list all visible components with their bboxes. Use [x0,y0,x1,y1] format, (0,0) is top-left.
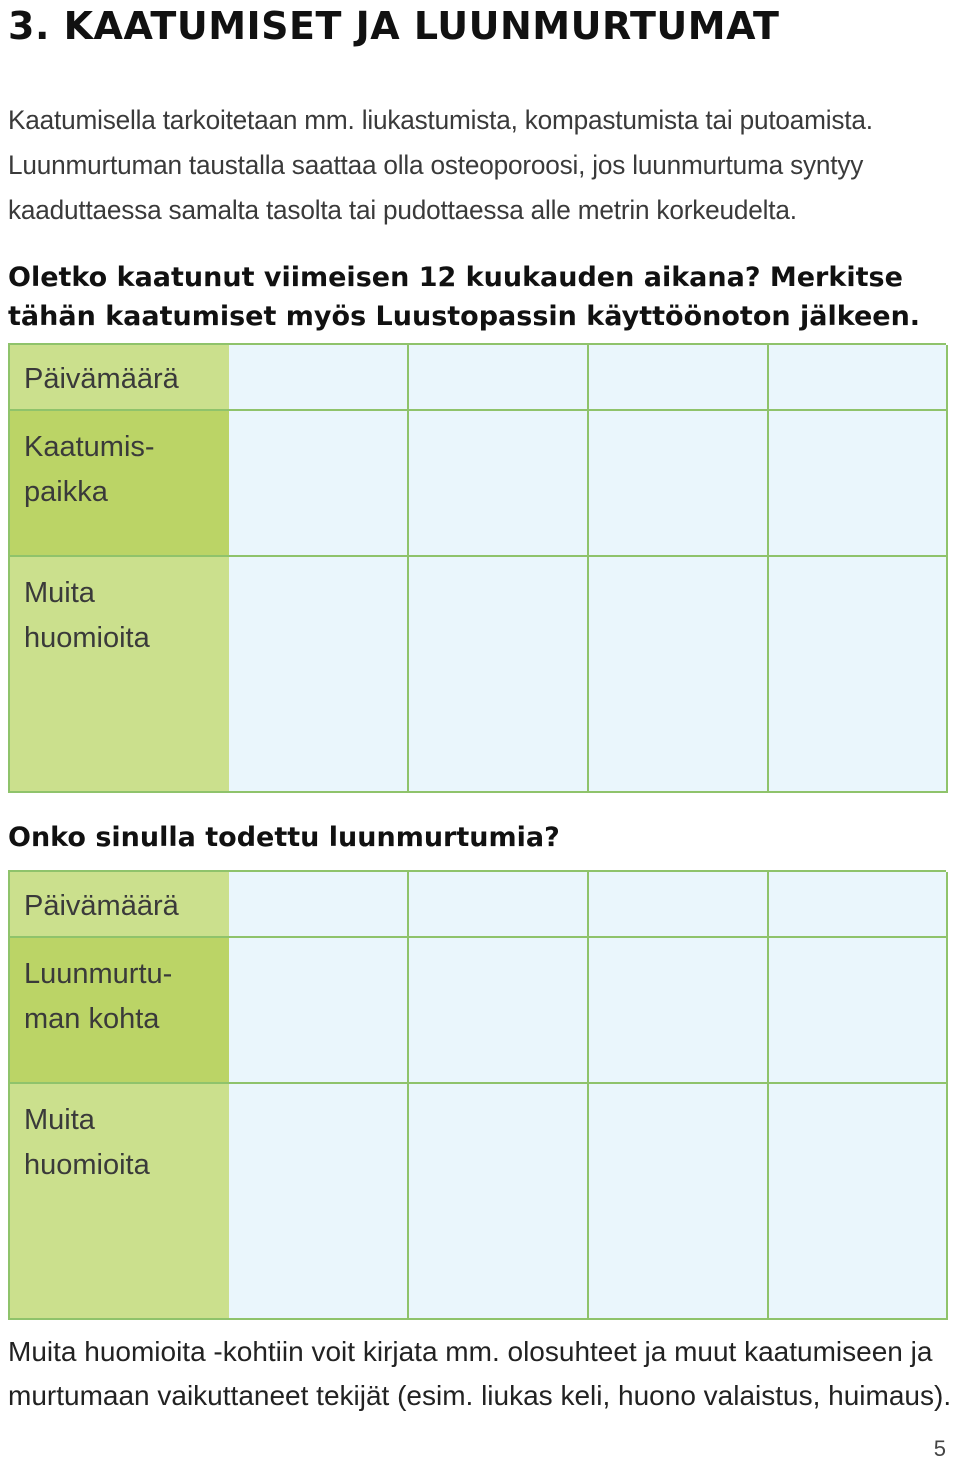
falls-date-cell-2[interactable] [409,345,589,411]
falls-notes-cell-2[interactable] [409,557,589,793]
falls-place-cell-2[interactable] [409,411,589,557]
fractures-site-cell-4[interactable] [769,938,948,1084]
intro-paragraph: Kaatumisella tarkoitetaan mm. liukastumista, kompastumista tai putoamista. Luunmurtuman taustalla saattaa olla osteoporoosi, jos luunmurtuma syntyy kaaduttaessa samalta tasolta tai pudottaessa alle metrin korkeudelta. [8,105,873,225]
fractures-date-cell-4[interactable] [769,872,948,938]
fractures-date-cell-3[interactable] [589,872,769,938]
fractures-notes-cell-1[interactable] [229,1084,409,1320]
fractures-site-cell-2[interactable] [409,938,589,1084]
fractures-notes-cell-2[interactable] [409,1084,589,1320]
falls-question: Oletko kaatunut viimeisen 12 kuukauden aikana? Merkitse tähän kaatumiset myös Luustopassin käyttöönoton jälkeen. [8,262,921,332]
falls-place-cell-3[interactable] [589,411,769,557]
fractures-notes-cell-3[interactable] [589,1084,769,1320]
falls-place-label: Kaatumis- paikka [10,411,229,557]
fractures-date-cell-2[interactable] [409,872,589,938]
footer-note: Muita huomioita -kohtiin voit kirjata mm. olosuhteet ja muut kaatumiseen ja murtumaan vaikuttaneet tekijät (esim. liukas keli, huono valaistus, huimaus). [8,1336,952,1411]
falls-notes-cell-1[interactable] [229,557,409,793]
falls-table [8,343,946,793]
falls-notes-cell-3[interactable] [589,557,769,793]
falls-place-cell-1[interactable] [229,411,409,557]
fractures-question: Onko sinulla todettu luunmurtumia? [8,822,560,853]
fractures-site-cell-3[interactable] [589,938,769,1084]
fractures-site-cell-1[interactable] [229,938,409,1084]
page-number: 5 [933,1436,946,1461]
falls-notes-cell-4[interactable] [769,557,948,793]
falls-notes-label: Muita huomioita [10,557,229,793]
falls-date-cell-1[interactable] [229,345,409,411]
fractures-notes-cell-4[interactable] [769,1084,948,1320]
fractures-date-label: Päivämäärä [10,872,229,938]
falls-date-label: Päivämäärä [10,345,229,411]
falls-date-cell-4[interactable] [769,345,948,411]
fractures-table [8,870,946,1320]
fractures-notes-label: Muita huomioita [10,1084,229,1320]
fractures-site-label: Luunmurtu- man kohta [10,938,229,1084]
fractures-date-cell-1[interactable] [229,872,409,938]
page-title: 3. KAATUMISET JA LUUNMURTUMAT [8,4,780,48]
falls-date-cell-3[interactable] [589,345,769,411]
falls-place-cell-4[interactable] [769,411,948,557]
